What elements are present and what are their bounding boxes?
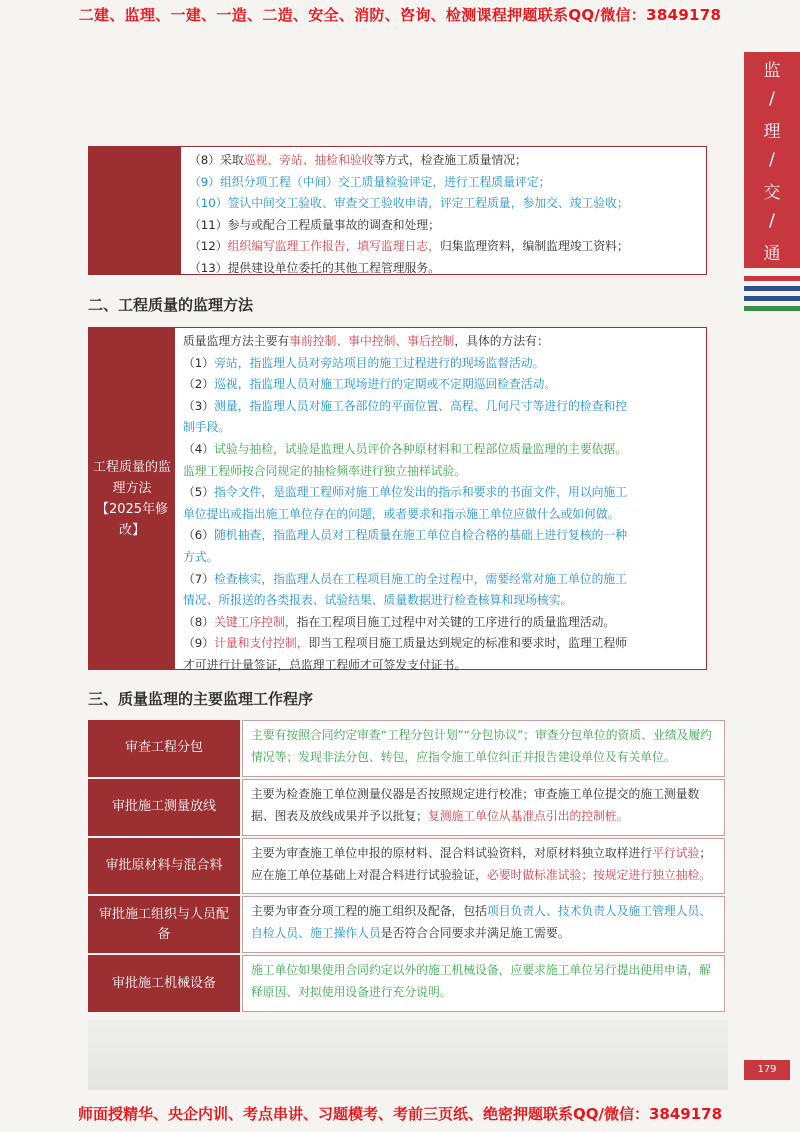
text-span: 即当工程项目施工质量达到规定的标准和要求时，监理工程师 <box>308 636 628 651</box>
text-span: 必要时做标准试验；按规定进行独立抽检。 <box>486 867 712 882</box>
methods-content <box>175 328 706 672</box>
procedure-row <box>88 896 725 953</box>
text-span: 主要为检查施工单位测量仪器是否按照规定进行校准；审查施工单位提交的施工测量数据、图表及放线成果并予以批复； <box>251 786 700 823</box>
method-line <box>183 504 698 526</box>
text-span: 指在工程项目施工过程中对关键的工序进行的质量监理活动。 <box>296 614 616 629</box>
duties-list <box>181 147 706 274</box>
method-line <box>183 633 698 655</box>
duty-item <box>189 172 698 194</box>
text-span: （6） <box>183 528 215 543</box>
highlight-text: 测量，指监理人员对施工各部位的平面位置、高程、几何尺寸等进行的检查和控 <box>214 398 628 413</box>
duty-item <box>189 258 698 280</box>
duty-item <box>189 193 698 215</box>
text-span: （1） <box>183 355 215 370</box>
duties-box-label <box>89 147 181 274</box>
duty-item <box>189 150 698 172</box>
text-span: 才可进行计量签证，总监理工程师才可签发支付证书。 <box>183 657 467 672</box>
method-line <box>183 396 698 418</box>
highlight-text: 试验与抽检，试验是监理人员评价各种原材料和工程部位质量监理的主要依据。 <box>214 441 628 456</box>
highlight-text: （10）签认中间交工验收、审查交工验收申请，评定工程质量，参加交、竣工验收； <box>189 196 629 210</box>
page-number: 179 <box>744 1060 790 1080</box>
side-tab-char: 监 <box>763 61 781 81</box>
text-span: 等方式，检查施工质量情况； <box>373 153 527 167</box>
procedure-row <box>88 955 725 1012</box>
procedure-content <box>242 779 725 836</box>
highlight-text: 随机抽查，指监理人员对工程质量在施工单位自检合格的基础上进行复核的一种 <box>214 528 628 543</box>
text-span: 项目负责人、技术负责人及施工管理人员、自检人员、施工操作人员 <box>251 904 712 941</box>
decorative-stripes <box>744 276 800 316</box>
highlight-text: 方式。 <box>183 549 219 564</box>
method-line <box>183 374 698 396</box>
method-line <box>183 417 698 439</box>
text-span: （8）采取 <box>189 153 244 167</box>
highlight-text: 旁站，指监理人员对旁站项目的施工过程进行的现场监督活动。 <box>214 355 545 370</box>
highlight-text: 情况、所报送的各类报表、试验结果、质量数据进行检查核算和现场核实。 <box>183 593 573 608</box>
highlight-text: 制手段。 <box>183 420 231 435</box>
duties-box <box>88 146 707 275</box>
method-line <box>183 655 698 677</box>
text-span: （11）参与或配合工程质量事故的调查和处理； <box>189 217 440 232</box>
method-line <box>183 353 698 375</box>
procedure-label: 审查工程分包 <box>88 720 240 777</box>
section2-title: 二、工程质量的监理方法 <box>88 296 254 314</box>
procedure-content <box>242 720 725 777</box>
text-span: （5） <box>183 485 215 500</box>
procedure-row <box>88 838 725 895</box>
side-tab <box>744 52 800 268</box>
method-line <box>183 525 698 547</box>
top-banner: 二建、监理、一建、一造、二造、安全、消防、咨询、检测课程押题联系QQ/微信：3849178 <box>78 6 722 24</box>
text-span: 施工单位如果使用合同约定以外的施工机械设备，应要求施工单位另行提出使用申请，解释原因、对拟使用设备进行充分说明。 <box>251 963 712 1000</box>
method-line <box>183 482 698 504</box>
text-span: 归集监理资料，编制监理竣工资料； <box>439 239 629 253</box>
highlight-text: 事前控制、事中控制、事后控制 <box>289 334 455 348</box>
highlight-text: （9）组织分项工程（中间）交工质量检验评定，进行工程质量评定； <box>189 174 551 189</box>
text-span: ；应在施工单位基础上对混合料进行试验验证， <box>251 845 712 882</box>
highlight-text: 指令文件，是监理工程师对施工单位发出的指示和要求的书面文件，用以向施工 <box>214 485 628 500</box>
procedure-content <box>242 955 725 1012</box>
text-span: （8） <box>183 614 215 629</box>
text-span: 是否符合合同要求并满足施工需要。 <box>380 926 570 941</box>
method-line <box>183 569 698 591</box>
text-span: （12） <box>189 239 228 253</box>
side-tab-char: / <box>769 211 775 231</box>
highlight-text: 检查核实，指监理人员在工程项目施工的全过程中，需要经常对施工单位的施工 <box>214 571 628 586</box>
text-span: （9） <box>183 636 215 651</box>
procedure-label: 审批施工机械设备 <box>88 955 240 1012</box>
footer-image <box>88 1020 728 1090</box>
text-span: （3） <box>183 398 215 413</box>
procedure-table <box>88 720 725 1012</box>
highlight-text: 巡视、旁站、抽检和验收 <box>243 153 374 167</box>
text-span: 主要为审查分项工程的施工组织及配备，包括 <box>251 904 487 919</box>
highlight-text: 关键工序控制， <box>214 614 297 629</box>
side-tab-char: 交 <box>763 183 781 203</box>
method-line <box>183 439 698 461</box>
side-tab-char: / <box>769 89 775 109</box>
text-span: 平行试验 <box>652 845 700 860</box>
procedure-label: 审批原材料与混合料 <box>88 838 240 895</box>
highlight-text: 巡视，指监理人员对施工现场进行的定期或不定期巡回检查活动。 <box>214 377 557 392</box>
method-line <box>183 461 698 483</box>
methods-box <box>88 327 707 670</box>
side-tab-char: 通 <box>763 244 781 264</box>
text-span: 主要有按照合同约定审查“工程分包计划”“分包协议”；审查分包单位的资质、业绩及履约情况等；发现非法分包、转包，应指令施工单位纠正并报告建设单位及有关单位。 <box>251 728 712 764</box>
procedure-content <box>242 838 725 895</box>
procedure-label: 审批施工组织与人员配备 <box>88 896 240 953</box>
text-span: ，具体的方法有： <box>454 334 549 348</box>
highlight-text: 单位提出或指出施工单位存在的问题，或者要求和指示施工单位应做什么或如何做。 <box>183 506 620 521</box>
text-span: 复测施工单位从基准点引出的控制桩。 <box>427 808 629 823</box>
method-line <box>183 590 698 612</box>
text-span: （7） <box>183 571 215 586</box>
methods-label: 工程质量的监理方法【2025年修改】 <box>89 328 175 669</box>
duty-item <box>189 215 698 237</box>
highlight-text: 监理工程师按合同规定的抽检频率进行独立抽样试验。 <box>183 463 467 478</box>
section3-title: 三、质量监理的主要监理工作程序 <box>88 690 314 708</box>
highlight-text: 组织编写监理工作报告，填写监理日志， <box>227 239 440 253</box>
method-line <box>183 331 698 353</box>
text-span: （4） <box>183 441 215 456</box>
procedure-row <box>88 720 725 777</box>
highlight-text: 计量和支付控制， <box>214 636 309 651</box>
procedure-label: 审批施工测量放线 <box>88 779 240 836</box>
side-tab-char: / <box>769 150 775 170</box>
procedure-row <box>88 779 725 836</box>
method-line <box>183 612 698 634</box>
side-tab-char: 理 <box>763 122 781 142</box>
bottom-banner: 师面授精华、央企内训、考点串讲、习题模考、考前三页纸、绝密押题联系QQ/微信：3849178 <box>77 1105 723 1123</box>
text-span: 质量监理方法主要有 <box>183 334 290 348</box>
text-span: 主要为审查施工单位申报的原材料、混合料试验资料，对原材料独立取样进行 <box>251 845 653 860</box>
text-span: （2） <box>183 377 215 392</box>
text-span: （13）提供建设单位委托的其他工程管理服务。 <box>189 260 440 275</box>
procedure-content <box>242 896 725 953</box>
duty-item <box>189 236 698 258</box>
method-line <box>183 547 698 569</box>
